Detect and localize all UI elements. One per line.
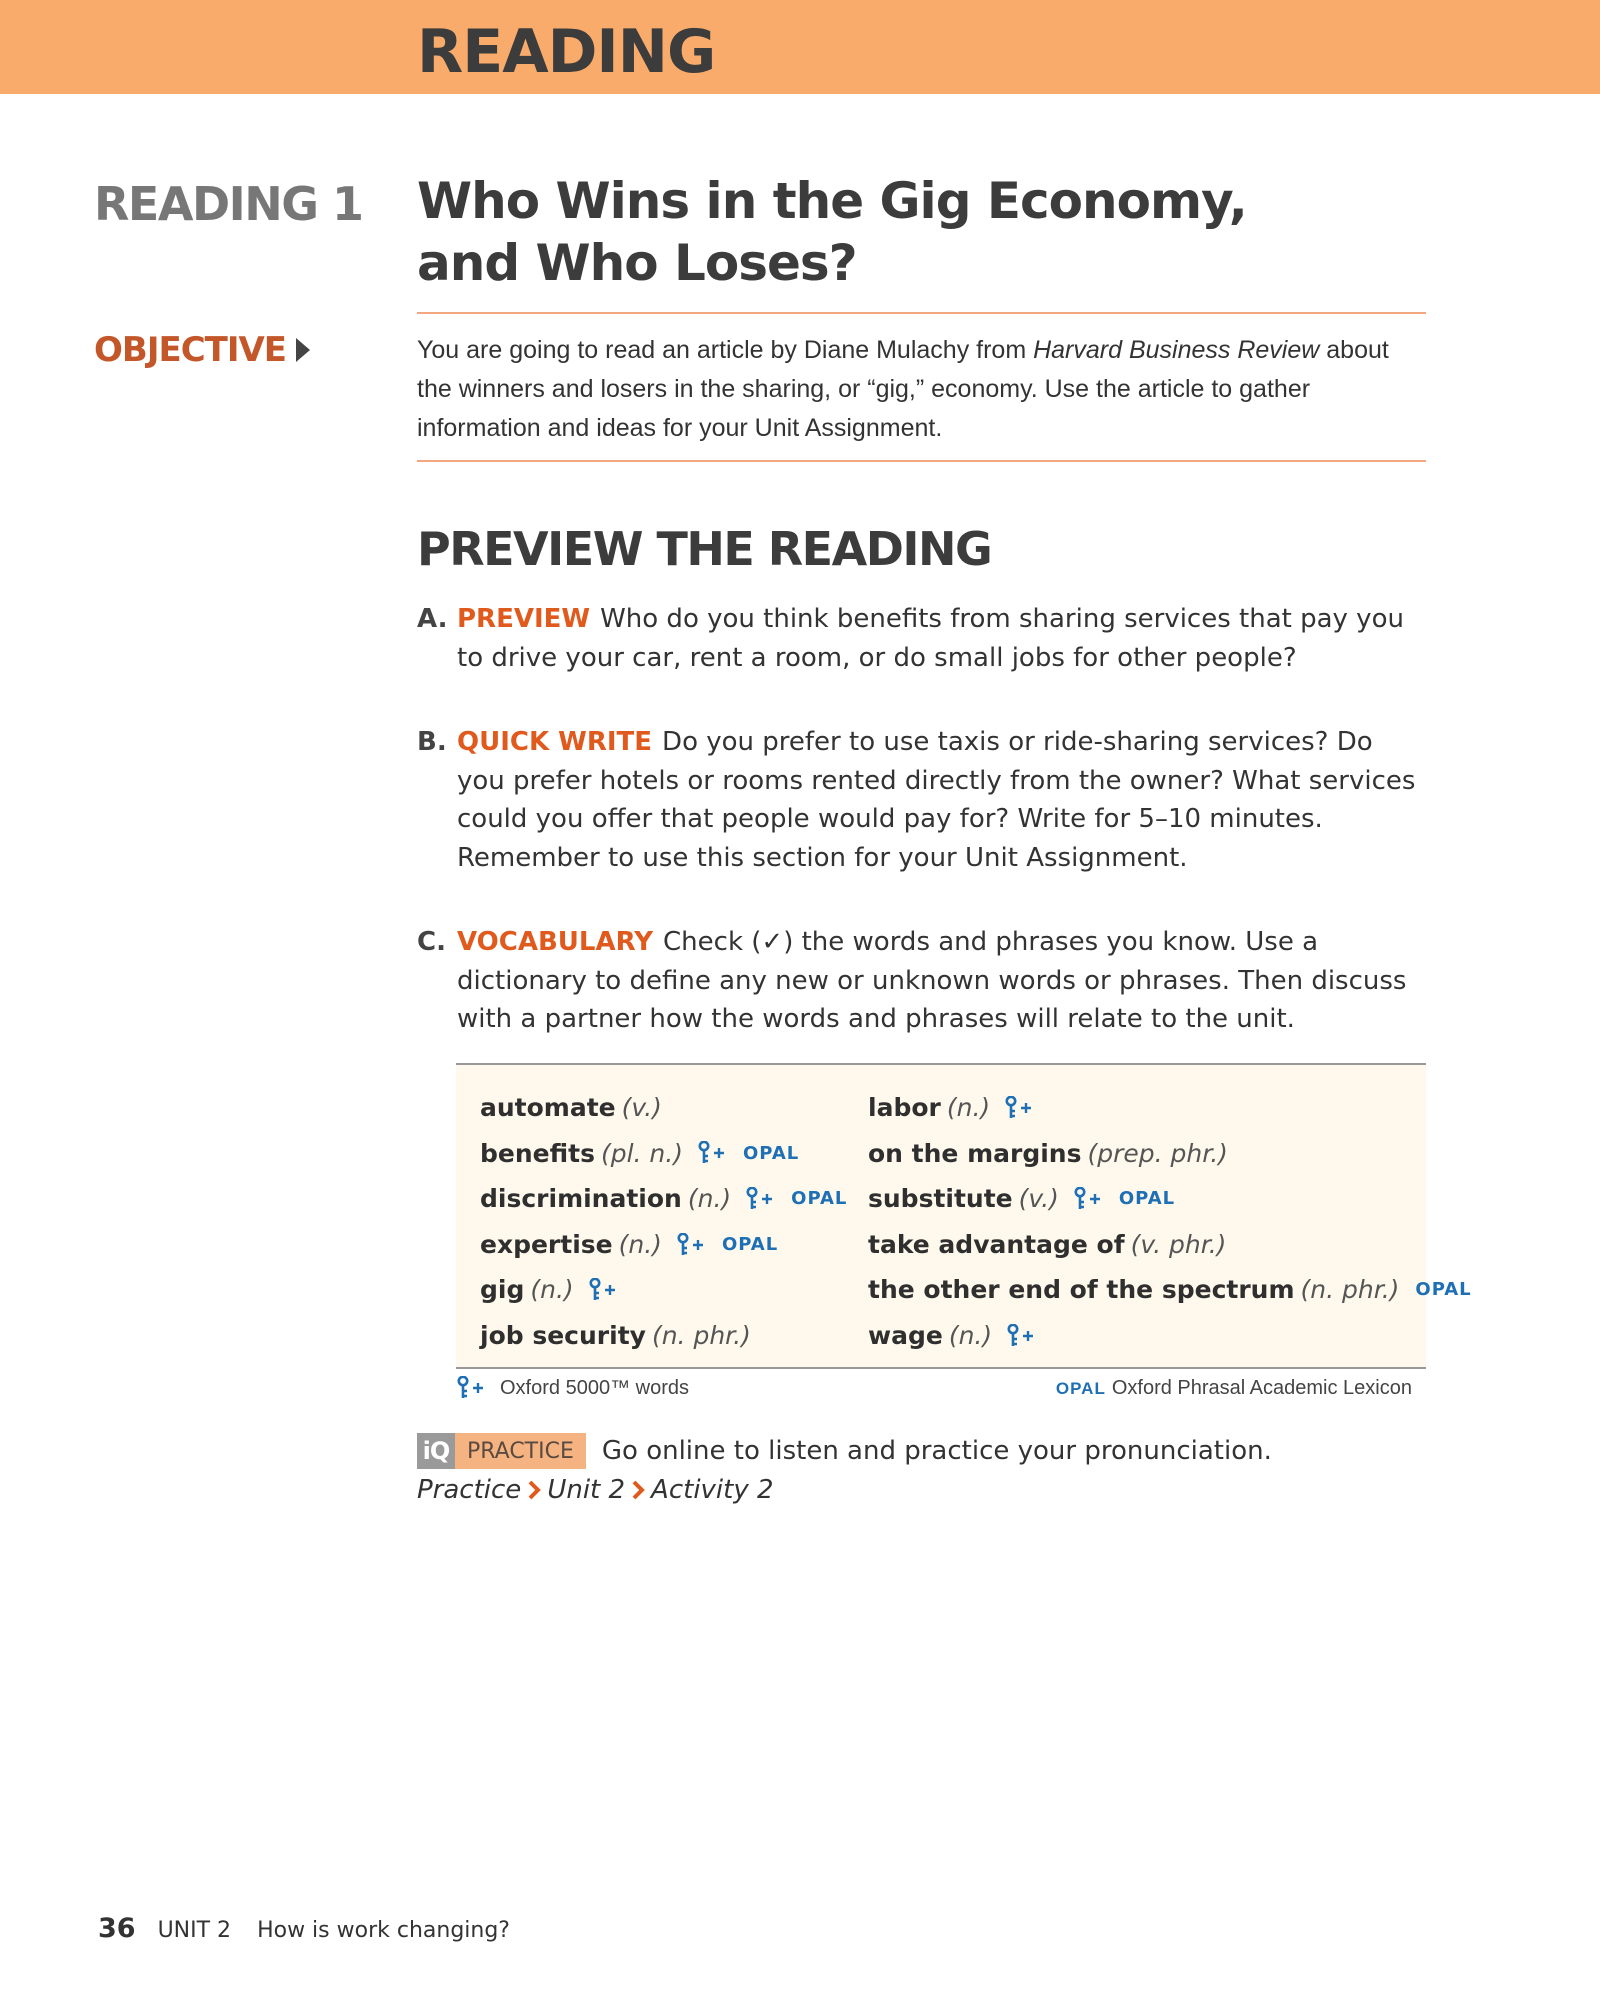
- objective-source: Harvard Business Review: [1033, 336, 1320, 364]
- task-text: Who do you think benefits from sharing services that pay you to drive your car, rent a room, or do small jobs for other people?: [457, 604, 1404, 673]
- vocab-word: automate: [480, 1093, 616, 1122]
- oxford-key-icon: [697, 1141, 727, 1165]
- vocab-pos: (n.): [687, 1184, 732, 1214]
- practice-text: Go online to listen and practice your pronunciation.: [601, 1436, 1272, 1466]
- vocab-item: [480, 1085, 847, 1131]
- divider-top: [417, 312, 1426, 314]
- oxford-key-icon: [745, 1187, 775, 1211]
- practice-tag: PRACTICE: [455, 1433, 586, 1469]
- vocab-pos: (n.): [946, 1093, 991, 1122]
- task-letter: C.: [417, 927, 446, 957]
- vocab-pos: (pl. n.): [600, 1138, 683, 1168]
- vocab-pos: (prep. phr.): [1087, 1138, 1228, 1168]
- vocab-pos: (n.): [948, 1320, 993, 1350]
- vocab-item: [868, 1176, 1472, 1222]
- vocab-item: [480, 1313, 847, 1359]
- band-title: READING: [417, 17, 716, 87]
- opal-badge: OPAL: [1055, 1379, 1106, 1398]
- vocab-word: job security: [480, 1320, 646, 1350]
- task-letter: B.: [417, 727, 447, 757]
- page-number: 36: [98, 1913, 136, 1944]
- vocab-item: [480, 1222, 847, 1268]
- divider-bottom: [417, 460, 1426, 462]
- vocab-word: substitute: [868, 1184, 1013, 1214]
- vocab-word: discrimination: [480, 1184, 682, 1214]
- chevron-right-icon: [527, 1480, 541, 1500]
- vocab-word: expertise: [480, 1229, 613, 1259]
- vocab-pos: (v. phr.): [1130, 1229, 1227, 1259]
- practice-row: [417, 1433, 1272, 1469]
- vocab-word: on the margins: [868, 1138, 1082, 1168]
- title-line-1: Who Wins in the Gig Economy,: [417, 172, 1247, 230]
- task-keyword: PREVIEW: [457, 604, 591, 634]
- vocab-item: [480, 1131, 847, 1177]
- breadcrumb-item[interactable]: Practice: [417, 1475, 522, 1505]
- vocab-word: labor: [868, 1093, 941, 1122]
- task-letter: A.: [417, 604, 448, 634]
- breadcrumb-item[interactable]: Unit 2: [547, 1475, 626, 1505]
- legend-opal: [1000, 1373, 1412, 1404]
- task-keyword: QUICK WRITE: [457, 727, 653, 757]
- breadcrumb-item[interactable]: Activity 2: [651, 1475, 774, 1505]
- legend-opal-text: Oxford Phrasal Academic Lexicon: [1111, 1377, 1412, 1399]
- vocab-word: take advantage of: [868, 1229, 1125, 1259]
- opal-badge: OPAL: [1118, 1188, 1176, 1210]
- oxford-key-icon: [1073, 1187, 1103, 1211]
- vocab-word: benefits: [480, 1138, 595, 1168]
- page-footer: [98, 1913, 510, 1944]
- vocab-column-right: [868, 1085, 1472, 1359]
- unit-label: UNIT 2: [157, 1918, 232, 1943]
- header-band: [0, 0, 1600, 94]
- section-heading: PREVIEW THE READING: [417, 522, 992, 576]
- vocab-item: [868, 1222, 1472, 1268]
- oxford-key-icon: [1004, 1096, 1034, 1120]
- reading-label: READING 1: [94, 177, 363, 231]
- opal-badge: OPAL: [1415, 1279, 1472, 1301]
- title-line-2: and Who Loses?: [417, 234, 857, 292]
- vocab-pos: (n. phr.): [651, 1320, 751, 1350]
- opal-badge: OPAL: [791, 1188, 848, 1210]
- vocab-item: [868, 1085, 1472, 1131]
- objective-text-part2: about the winners and losers in the sharing, or “gig,” economy. Use the article to gather information and ideas for your Unit Assignment.: [417, 336, 1389, 442]
- vocab-pos: (v.): [1018, 1184, 1059, 1214]
- vocab-pos: (n.): [530, 1275, 574, 1305]
- legend-oxford: [456, 1373, 689, 1403]
- triangle-right-icon: [296, 338, 310, 362]
- vocab-item: [480, 1176, 847, 1222]
- task-item-a: [417, 600, 1427, 677]
- oxford-key-icon: [1006, 1324, 1036, 1348]
- opal-badge: OPAL: [742, 1142, 800, 1164]
- vocab-pos: (n. phr.): [1300, 1275, 1400, 1305]
- legend-oxford-text: Oxford 5000™ words: [500, 1377, 689, 1399]
- oxford-key-icon: [456, 1376, 486, 1400]
- objective-label: [94, 328, 310, 372]
- task-text: Do you prefer to use taxis or ride-sharing services? Do you prefer hotels or rooms rented directly from the owner? What services could you offer that people would pay for? Write for 5–10 minutes. Remember to use this section for your Unit Assignment.: [457, 727, 1416, 873]
- breadcrumb: [417, 1472, 774, 1508]
- task-keyword: VOCABULARY: [457, 927, 654, 957]
- vocabulary-box: [456, 1063, 1472, 1369]
- vocab-item: [868, 1313, 1472, 1359]
- vocab-item: [480, 1267, 847, 1313]
- opal-badge: OPAL: [721, 1233, 779, 1255]
- oxford-key-icon: [676, 1233, 706, 1257]
- vocab-item: [868, 1267, 1472, 1313]
- oxford-key-icon: [588, 1278, 618, 1302]
- objective-text: [417, 331, 1417, 448]
- task-text: Check (✓) the words and phrases you know. Use a dictionary to define any new or unknown words or phrases. Then discuss with a partner how the words and phrases will relate to the unit.: [457, 927, 1407, 1034]
- page-title: [417, 170, 1317, 294]
- objective-text-part1: You are going to read an article by Diane Mulachy from: [417, 336, 1034, 364]
- vocab-word: gig: [480, 1275, 525, 1305]
- vocab-pos: (v.): [621, 1093, 662, 1122]
- task-item-c: [417, 923, 1427, 1039]
- vocab-column-left: [480, 1085, 847, 1359]
- chevron-right-icon: [631, 1480, 645, 1500]
- vocab-item: [868, 1131, 1472, 1177]
- iq-logo: iQ: [417, 1433, 455, 1469]
- vocab-pos: (n.): [618, 1229, 662, 1259]
- vocab-word: the other end of the spectrum: [868, 1275, 1295, 1305]
- task-item-b: [417, 723, 1427, 877]
- vocab-word: wage: [868, 1320, 943, 1350]
- unit-question: How is work changing?: [257, 1918, 510, 1943]
- objective-label-text: OBJECTIVE: [94, 330, 287, 370]
